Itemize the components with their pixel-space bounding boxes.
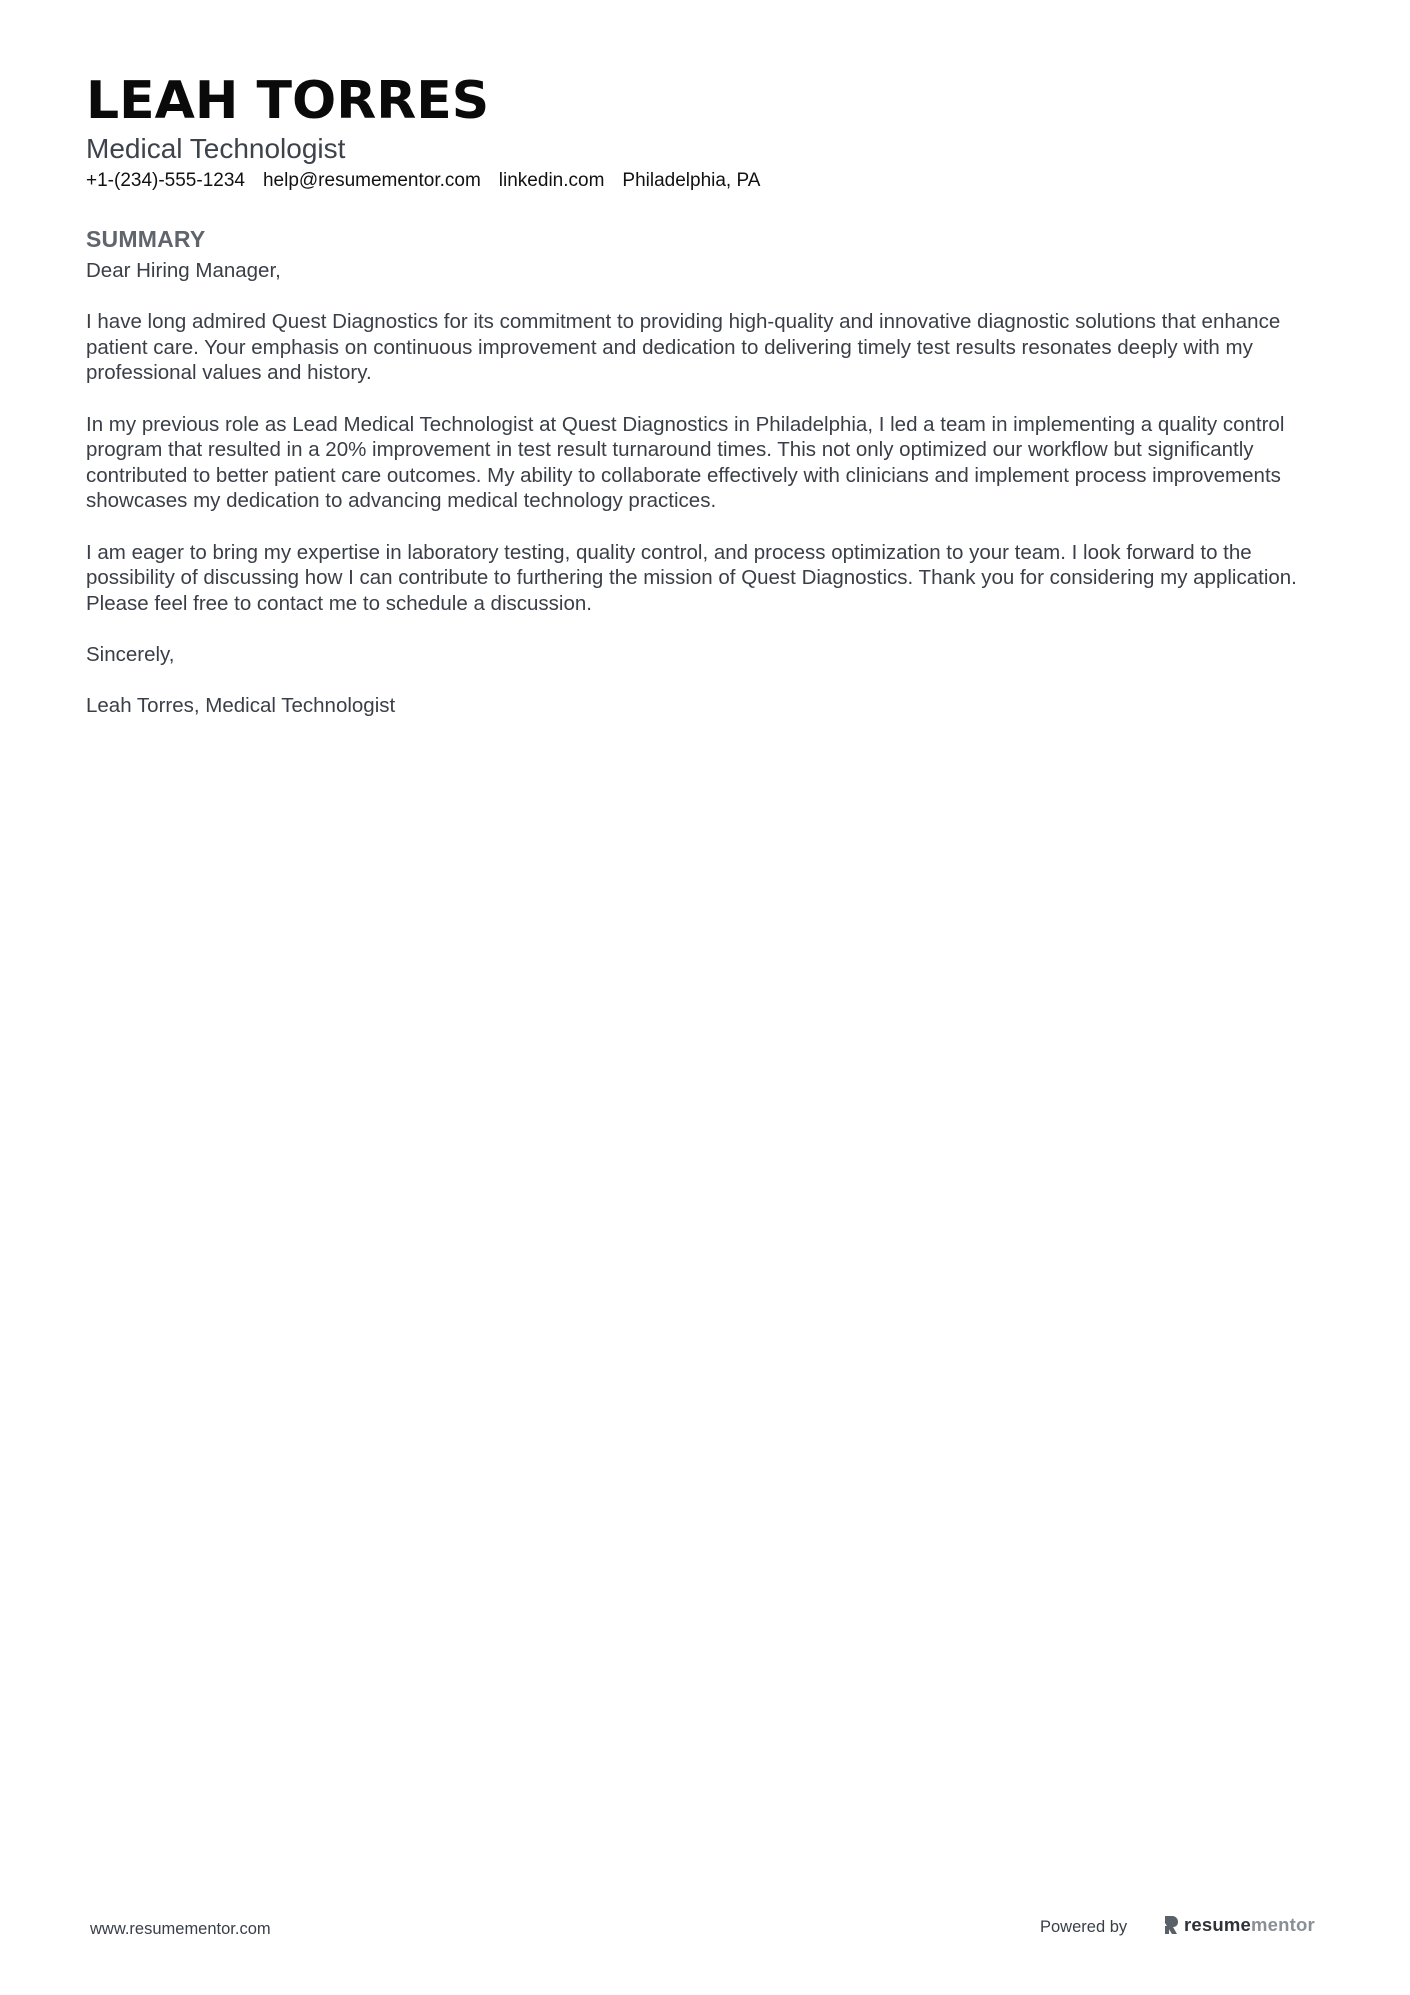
salutation: Dear Hiring Manager, (86, 259, 281, 282)
footer-website: www.resumementor.com (90, 1920, 271, 1938)
contact-row (86, 168, 1336, 194)
logo-wordmark-dark: resume (1184, 1914, 1252, 1935)
letter-paragraph: I have long admired Quest Diagnostics for its commitment to providing high-quality and innovative diagnostic solutions that enhance patient care. Your emphasis on continuous improvement and dedication to delivering timely test results resonates deeply with my professional values and history. (86, 310, 1281, 385)
resume-page (86, 70, 1336, 744)
contact-phone: +1-(234)-555-1234 (86, 170, 245, 191)
contact-email: help@resumementor.com (262, 170, 481, 191)
job-title: Medical Technologist (86, 133, 346, 164)
letter-body (86, 258, 1336, 719)
signature: Leah Torres, Medical Technologist (86, 694, 396, 718)
contact-location: Philadelphia, PA (622, 170, 761, 191)
letter-paragraph: I am eager to bring my expertise in laboratory testing, quality control, and process optimization to your team. I look forward to the possibility of discussing how I can contribute to furthering the mission of Quest Diagnostics. Thank you for considering my application. Please feel free to contact me to schedule a discussion. (86, 540, 1297, 615)
logo-wordmark (1184, 1914, 1315, 1936)
powered-by-label: Powered by (1040, 1918, 1128, 1936)
contact-linkedin: linkedin.com (498, 170, 605, 191)
page-footer (0, 1910, 1410, 1950)
resumementor-logo (1163, 1914, 1315, 1936)
letter-paragraph: In my previous role as Lead Medical Technologist at Quest Diagnostics in Philadelphia, I led a team in implementing a quality control program that resulted in a 20% improvement in test result turnaround times. This not only optimized our workflow but significantly contributed to better patient care outcomes. My ability to collaborate effectively with clinicians and implement process improvements showcases my dedication to advancing medical technology practices. (86, 412, 1285, 513)
closing: Sincerely, (86, 642, 175, 666)
summary-heading: SUMMARY (86, 226, 206, 252)
logo-wordmark-light: mentor (1251, 1914, 1315, 1935)
resumementor-logo-icon (1163, 1915, 1179, 1935)
candidate-name: LEAH TORRES (86, 71, 490, 131)
